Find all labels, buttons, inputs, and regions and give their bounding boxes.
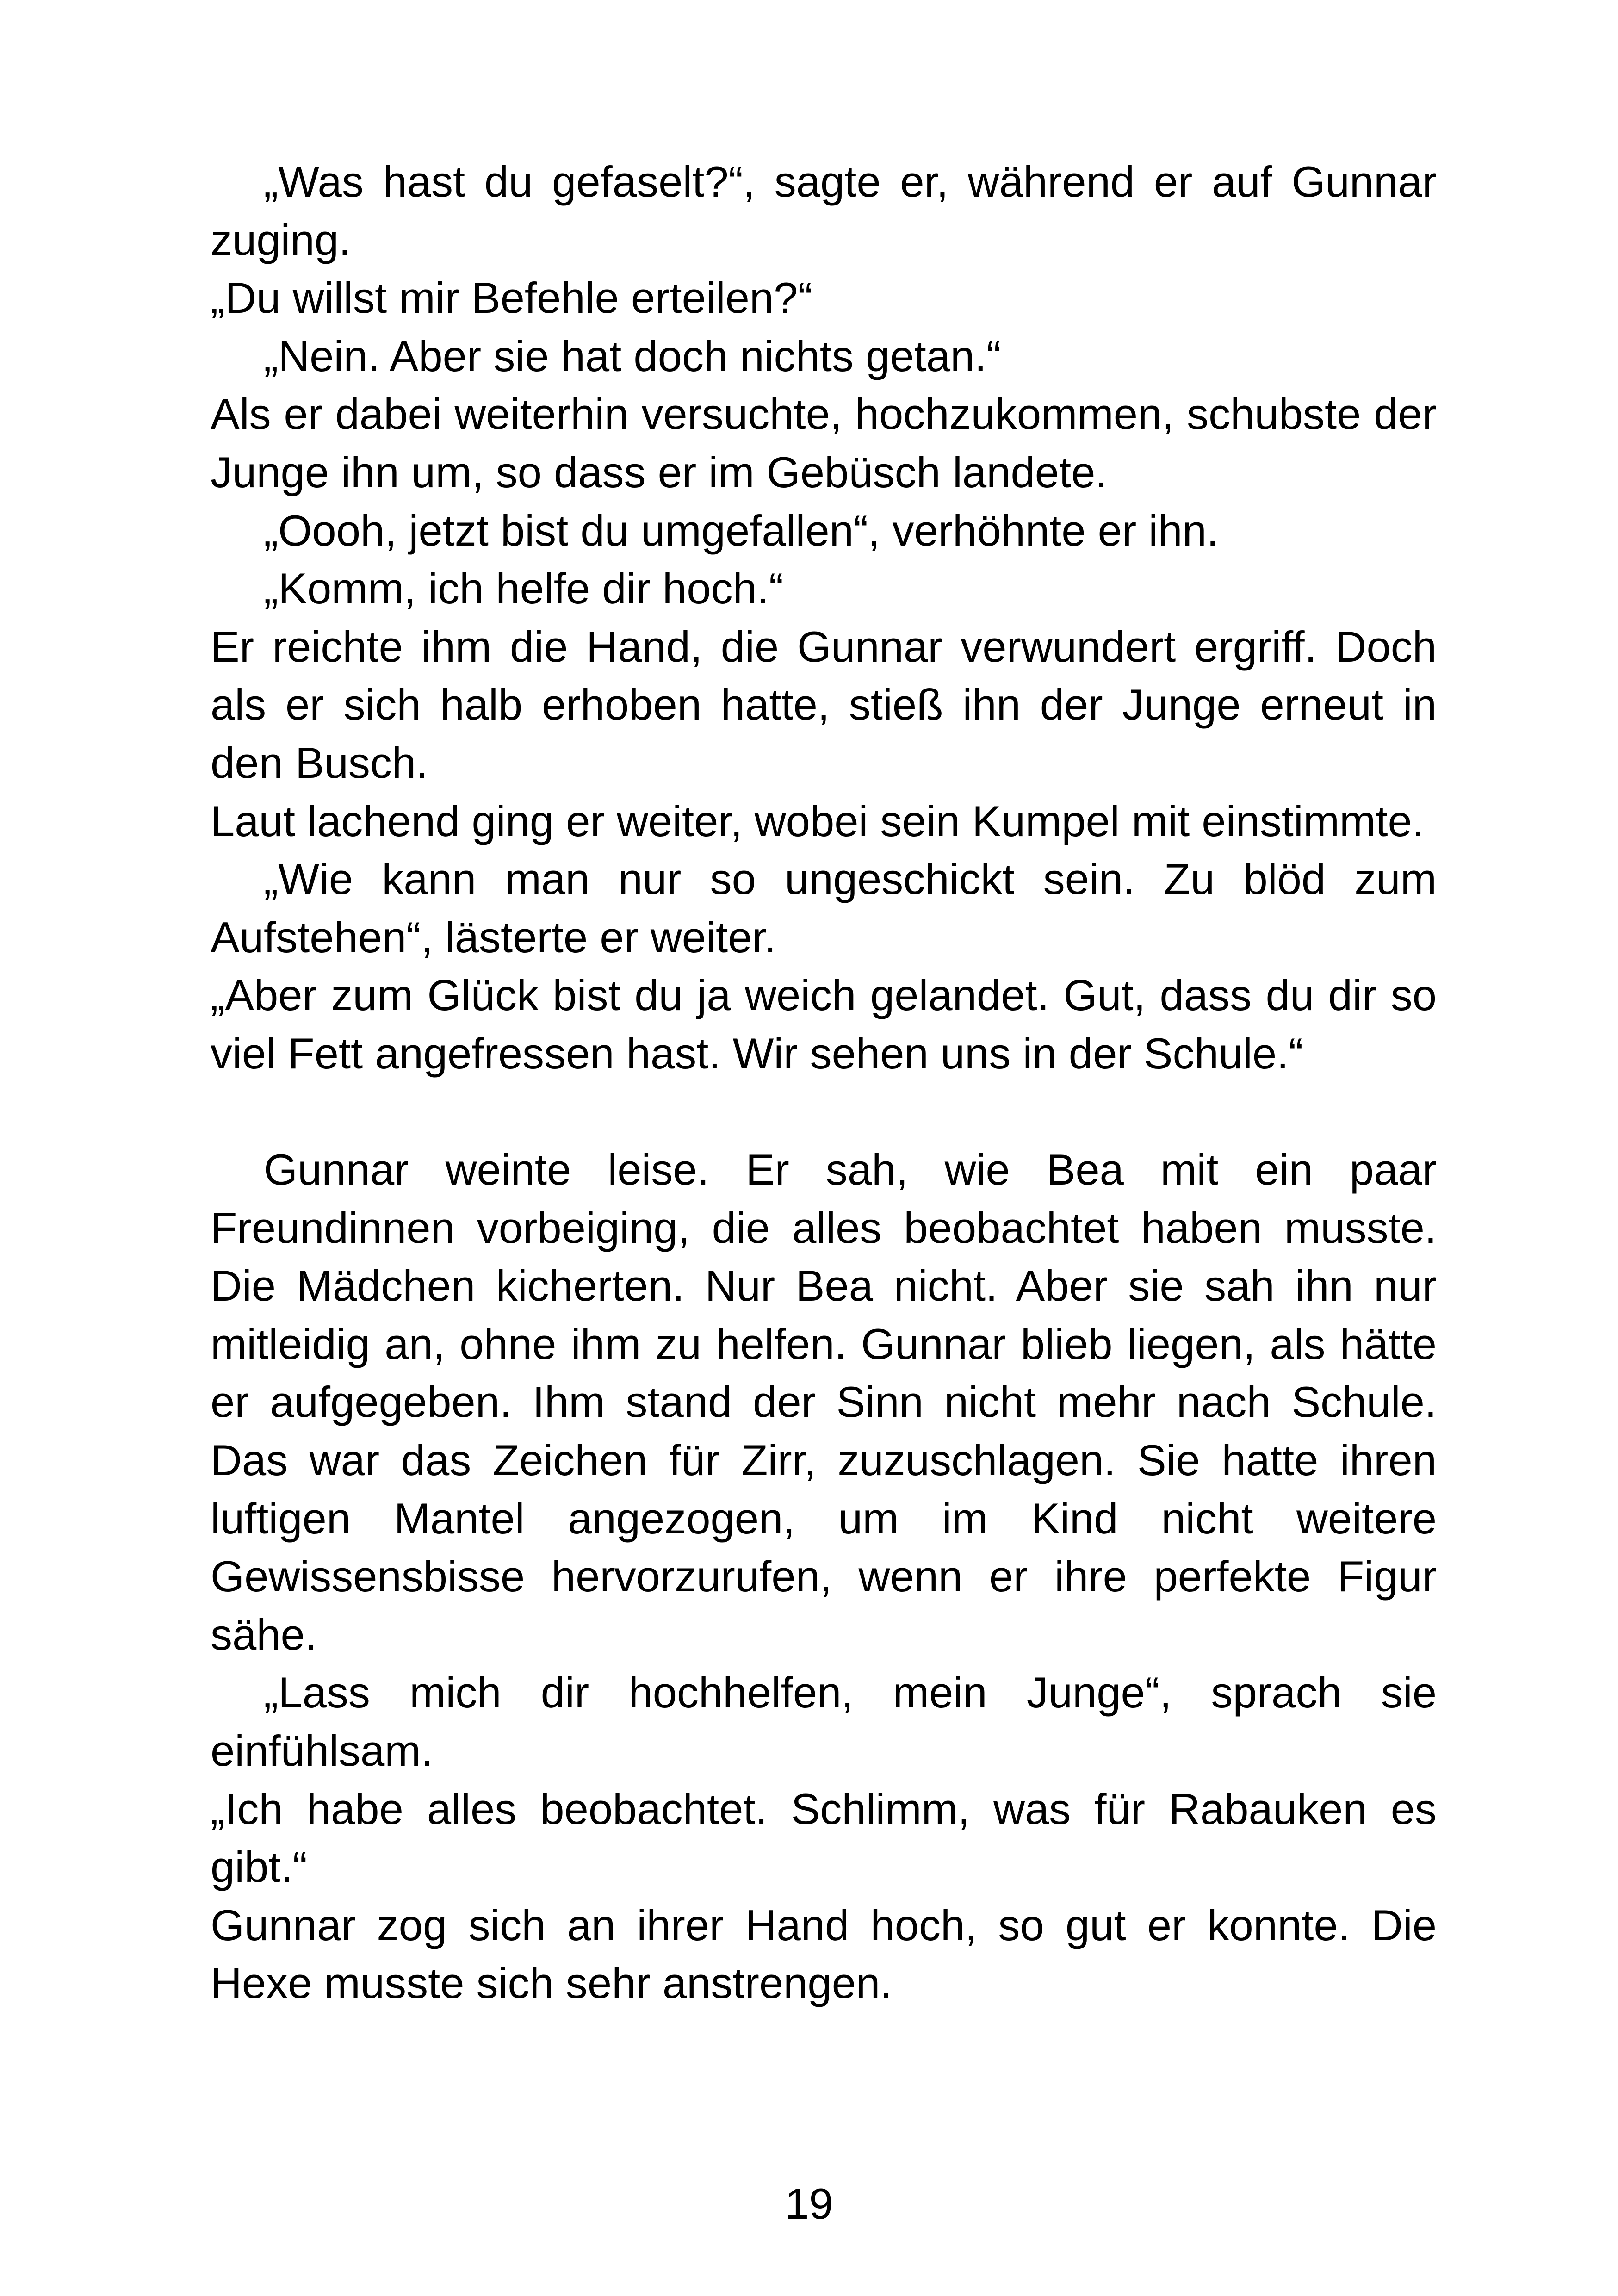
section-break	[211, 1083, 1437, 1141]
paragraph: „Wie kann man nur so ungeschickt sein. Zu blöd zum Aufstehen“, lästerte er weiter.	[211, 855, 1437, 962]
paragraph: „Lass mich dir hochhelfen, mein Junge“, sprach sie einfühlsam.	[211, 1668, 1437, 1775]
paragraph: Gunnar zog sich an ihrer Hand hoch, so gut er konnte. Die Hexe musste sich sehr anstrengen.	[211, 1900, 1437, 2008]
paragraph: Laut lachend ging er weiter, wobei sein Kumpel mit einstimmte.	[211, 796, 1424, 845]
paragraph: „Komm, ich helfe dir hoch.“	[264, 564, 784, 613]
paragraph: Als er dabei weiterhin versuchte, hochzukommen, schubste der Junge ihn um, so dass er im Gebüsch landete.	[211, 390, 1437, 496]
paragraph: „Du willst mir Befehle erteilen?“	[211, 273, 812, 323]
paragraph: „Ich habe alles beobachtet. Schlimm, was für Rabauken es gibt.“	[211, 1784, 1437, 1892]
paragraph: Er reichte ihm die Hand, die Gunnar verwundert ergriff. Doch als er sich halb erhoben hatte, stieß ihn der Junge erneut in den Busch.	[211, 622, 1437, 787]
body-text	[211, 153, 1437, 2012]
paragraph: „Aber zum Glück bist du ja weich gelandet. Gut, dass du dir so viel Fett angefressen hast. Wir sehen uns in der Schule.“	[211, 971, 1437, 1078]
paragraph: „Was hast du gefaselt?“, sagte er, während er auf Gunnar zuging.	[211, 157, 1437, 264]
paragraph: „Oooh, jetzt bist du umgefallen“, verhöhnte er ihn.	[264, 506, 1219, 555]
paragraph: Gunnar weinte leise. Er sah, wie Bea mit ein paar Freundinnen vorbeiging, die alles beobachtet haben musste. Die Mädchen kicherten. Nur Bea nicht. Aber sie sah ihn nur mitleidig an, ohne ihm zu helfen. Gunnar blieb liegen, als hätte er aufgegeben. Ihm stand der Sinn nicht mehr nach Schule. Das war das Zeichen für Zirr, zuzuschlagen. Sie hatte ihren luftigen Mantel angezogen, um im Kind nicht weitere Gewissensbisse hervorzurufen, wenn er ihre perfekte Figur sähe.	[211, 1145, 1437, 1659]
paragraph: „Nein. Aber sie hat doch nichts getan.“	[264, 331, 1001, 380]
page-number: 19	[785, 2179, 833, 2228]
